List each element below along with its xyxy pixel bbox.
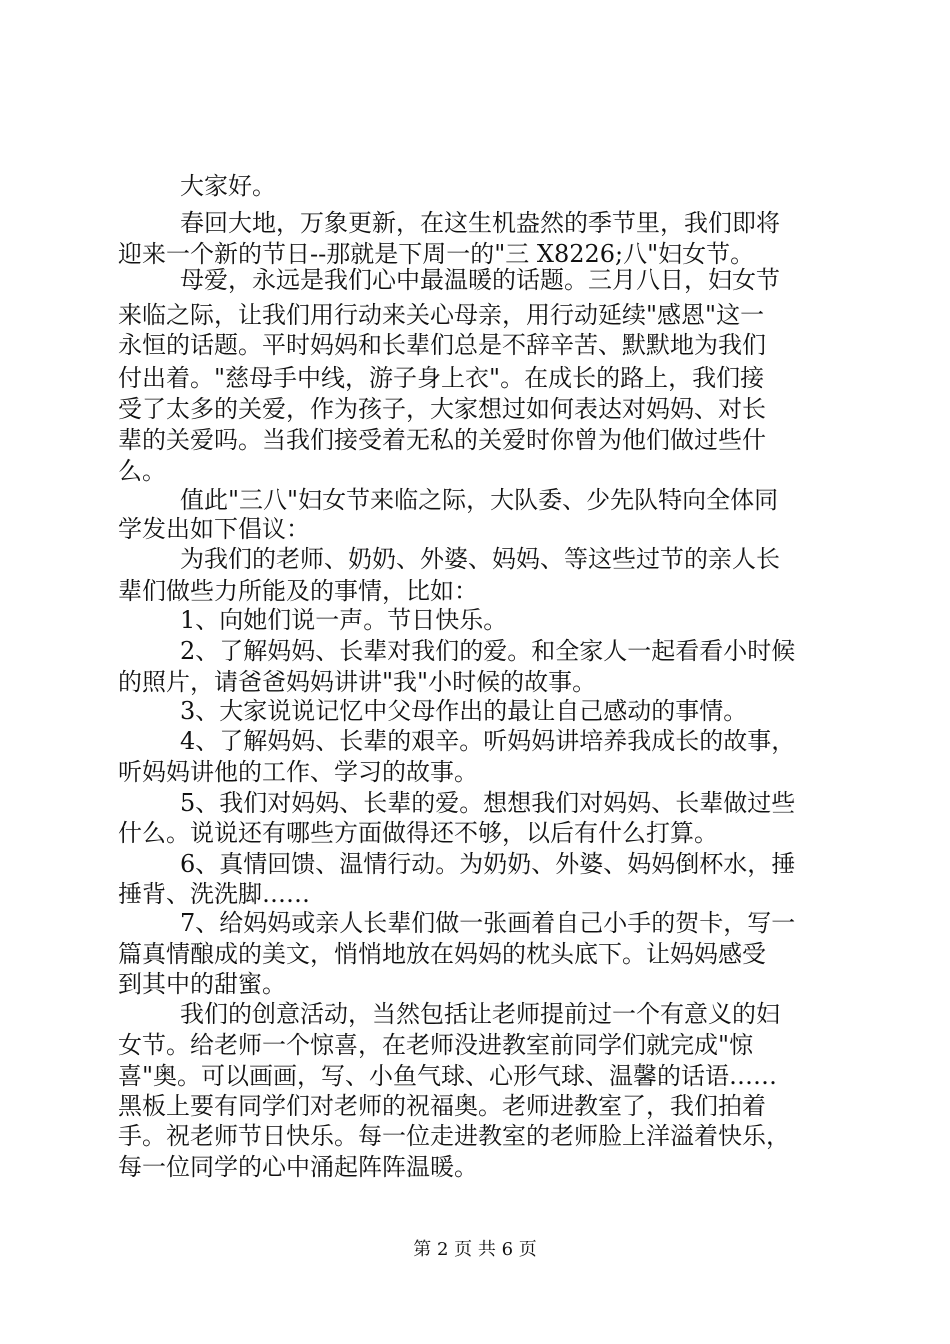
text-line: 春回大地，万象更新，在这生机盎然的季节里，我们即将 (180, 209, 780, 237)
text-line: 女节。给老师一个惊喜，在老师没进教室前同学们就完成"惊 (118, 1031, 754, 1059)
text-line: 每一位同学的心中涌起阵阵温暖。 (118, 1153, 478, 1181)
page-number-footer: 第 2 页 共 6 页 (413, 1239, 537, 1260)
text-line: 2、了解妈妈、长辈对我们的爱。和全家人一起看看小时候 (180, 637, 796, 665)
text-line: 1、向她们说一声。节日快乐。 (180, 606, 508, 634)
text-line: 受了太多的关爱，作为孩子，大家想过如何表达对妈妈、对长 (118, 395, 766, 423)
text-line: 为我们的老师、奶奶、外婆、妈妈、等这些过节的亲人长 (180, 545, 780, 573)
text-line: 喜"奥。可以画画，写、小鱼气球、心形气球、温馨的话语…… (118, 1062, 778, 1090)
text-line: 学发出如下倡议： (118, 515, 310, 543)
text-line: 我们的创意活动，当然包括让老师提前过一个有意义的妇 (180, 1000, 780, 1028)
text-line: 7、给妈妈或亲人长辈们做一张画着自己小手的贺卡，写一 (180, 909, 796, 937)
text-line: 辈们做些力所能及的事情，比如： (118, 577, 478, 605)
text-line: 捶背、洗洗脚…… (118, 880, 310, 908)
text-line: 4、了解妈妈、长辈的艰辛。听妈妈讲培养我成长的故事， (180, 727, 796, 755)
text-line: 大家好。 (180, 172, 276, 200)
text-line: 么。 (118, 457, 166, 485)
text-line: 6、真情回馈、温情行动。为奶奶、外婆、妈妈倒杯水，捶 (180, 850, 796, 878)
text-line: 5、我们对妈妈、长辈的爱。想想我们对妈妈、长辈做过些 (180, 789, 796, 817)
text-line: 辈的关爱吗。当我们接受着无私的关爱时你曾为他们做过些什 (118, 426, 766, 454)
text-line: 永恒的话题。平时妈妈和长辈们总是不辞辛苦、默默地为我们 (118, 331, 766, 359)
text-line: 到其中的甜蜜。 (118, 970, 286, 998)
text-line: 值此"三八"妇女节来临之际，大队委、少先队特向全体同 (180, 486, 779, 514)
text-line: 的照片，请爸爸妈妈讲讲"我"小时候的故事。 (118, 668, 597, 696)
text-line: 3、大家说说记忆中父母作出的最让自己感动的事情。 (180, 697, 748, 725)
text-line: 来临之际，让我们用行动来关心母亲，用行动延续"感恩"这一 (118, 301, 765, 329)
text-line: 手。祝老师节日快乐。每一位走进教室的老师脸上洋溢着快乐， (118, 1122, 790, 1150)
text-line: 黑板上要有同学们对老师的祝福奥。老师进教室了，我们拍着 (118, 1092, 766, 1120)
text-line: 篇真情酿成的美文，悄悄地放在妈妈的枕头底下。让妈妈感受 (118, 940, 766, 968)
text-line: 什么。说说还有哪些方面做得还不够，以后有什么打算。 (118, 819, 718, 847)
text-line: 听妈妈讲他的工作、学习的故事。 (118, 758, 478, 786)
text-line: 母爱，永远是我们心中最温暖的话题。三月八日，妇女节 (180, 266, 780, 294)
text-line: 迎来一个新的节日--那就是下周一的"三 X8226;八"妇女节。 (118, 240, 755, 268)
text-line: 付出着。"慈母手中线，游子身上衣"。在成长的路上，我们接 (118, 364, 765, 392)
